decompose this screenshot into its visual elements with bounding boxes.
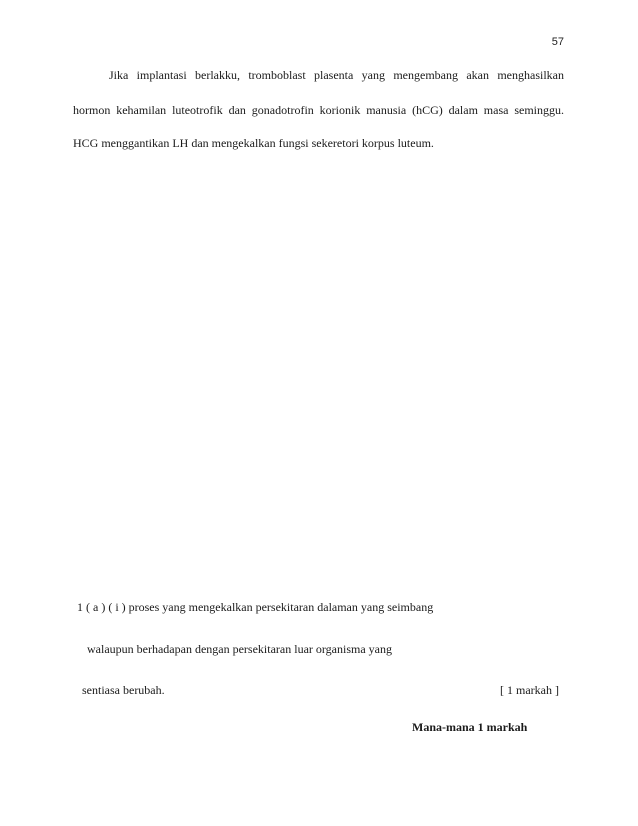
paragraph-line-2: hormon kehamilan luteotrofik dan gonadotrofin korionik manusia (hCG) dalam masa seminggu.	[73, 103, 564, 117]
mark-allocation: [ 1 markah ]	[500, 683, 559, 697]
paragraph-line-1	[73, 67, 564, 83]
paragraph-line-1-text: Jika implantasi berlakku, tromboblast plasenta yang mengembang akan menghasilkan	[109, 68, 564, 82]
page-number: 57	[551, 36, 564, 48]
answer-line-2: walaupun berhadapan dengan persekitaran luar organisma yang	[87, 642, 392, 656]
answer-line-3: sentiasa berubah.	[82, 683, 165, 697]
answer-line-1: 1 ( a ) ( i ) proses yang mengekalkan persekitaran dalaman yang seimbang	[77, 600, 434, 614]
marking-note: Mana-mana 1 markah	[412, 720, 528, 734]
paragraph-line-3: HCG menggantikan LH dan mengekalkan fungsi sekeretori korpus luteum.	[73, 136, 434, 150]
